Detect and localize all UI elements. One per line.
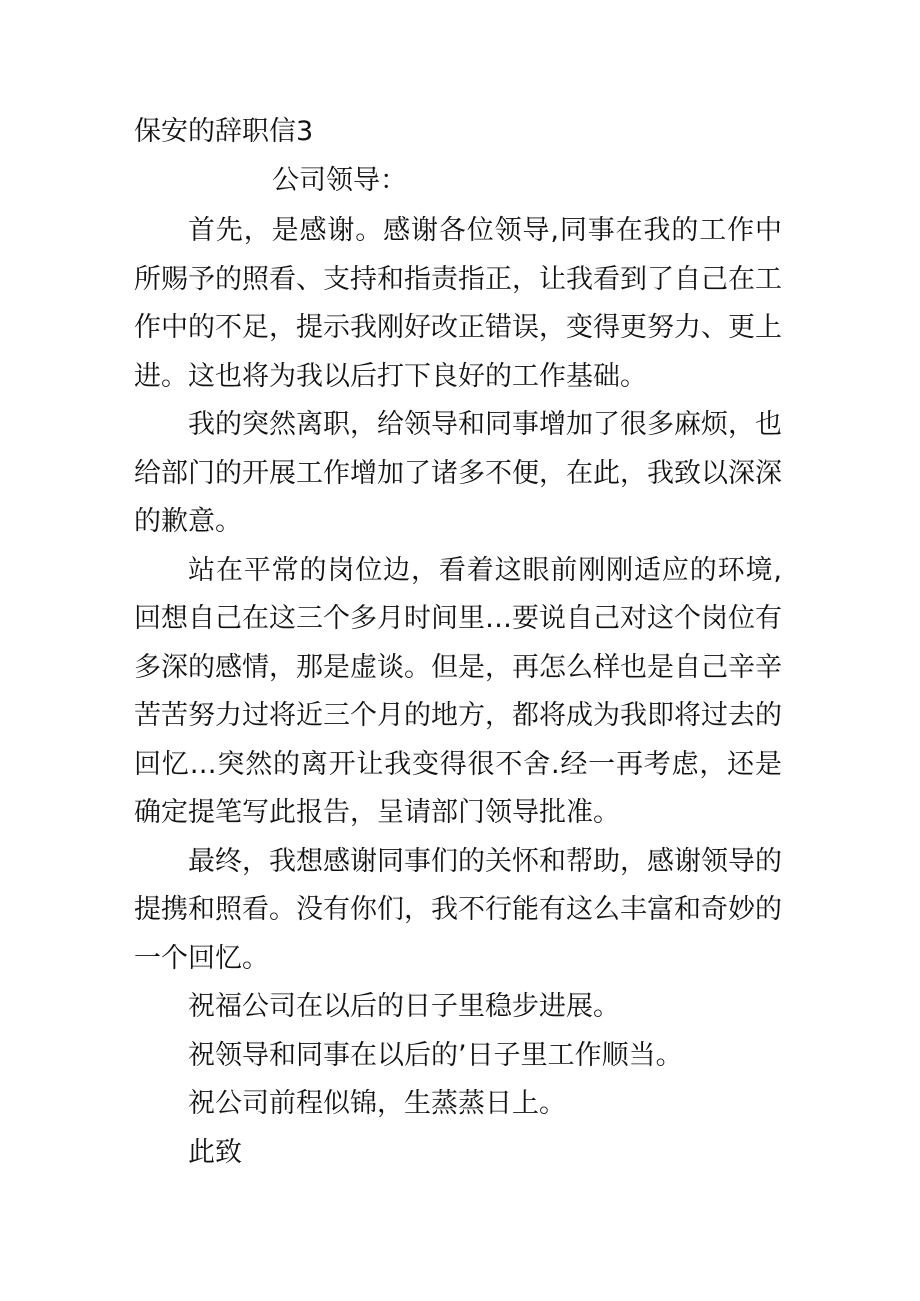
- paragraph-gratitude: 最终，我想感谢同事们的关怀和帮助，感谢领导的提携和照看。没有你们，我不行能有这么丰富和奇妙的一个回忆。: [134, 845, 782, 974]
- document-title: 保安的辞职信3: [134, 116, 314, 147]
- paragraph-thanks: 首先，是感谢。感谢各位领导,同事在我的工作中所赐予的照看、支持和指责指正，让我看到了自己在工作中的不足，提示我刚好改正错误，变得更努力、更上进。这也将为我以后打下良好的工作基础。: [134, 215, 782, 392]
- wish-line-future: 祝公司前程似锦，生蒸蒸日上。: [188, 1088, 566, 1119]
- wish-line-colleagues: 祝领导和同事在以后的’日子里工作顺当。: [188, 1039, 683, 1071]
- closing-line: 此致: [188, 1136, 242, 1168]
- paragraph-reflection: 站在平常的岗位边，看着这眼前刚刚适应的环境,回想自己在这三个多月时间里…要说自己对这个岗位有多深的感情，那是虚谈。但是，再怎么样也是自己辛辛苦苦努力过将近三个月的地方，都将成为我即将过去的回忆…突然的离开让我变得很不舍.经一再考虑，还是确定提笔写此报告，呈请部门领导批准。: [134, 554, 782, 828]
- wish-line-company: 祝福公司在以后的日子里稳步进展。: [188, 991, 620, 1022]
- letter-body: [134, 207, 782, 1177]
- salutation: 公司领导：: [272, 165, 407, 196]
- paragraph-apology: 我的突然离职，给领导和同事增加了很多麻烦，也给部门的开展工作增加了诸多不便，在此，我致以深深的歉意。: [134, 409, 782, 537]
